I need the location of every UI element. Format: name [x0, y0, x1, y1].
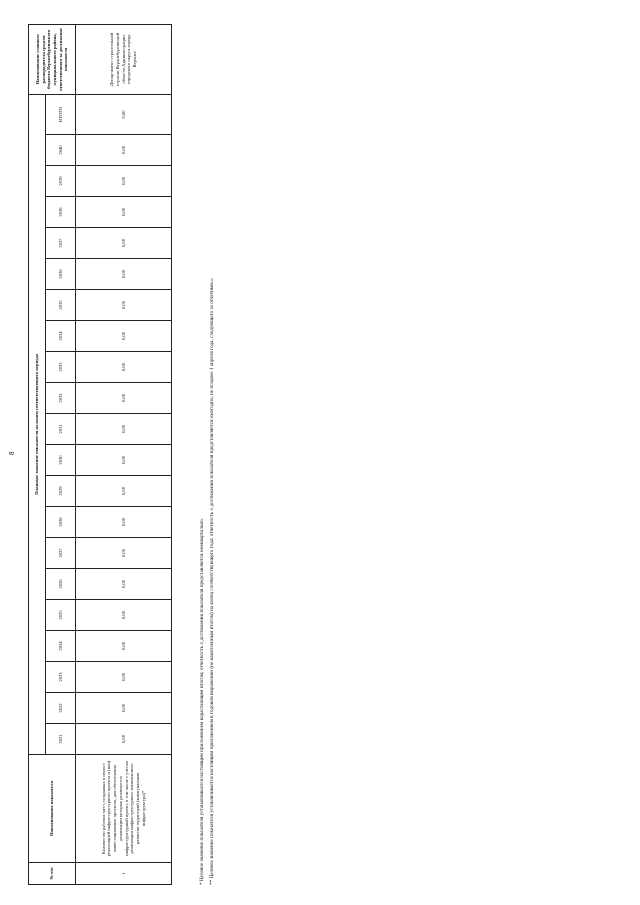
indicator-name: Количество рабочих мест, созданных в связи с реализацией инфраструктурного проекта и (или) инвестиционных проектов, для обеспечения реализации которых реализуется инфраструктурный проект, в том числе с учетом реализации инфраструктурного комплексного развития территорий (коммунальная инфраструктура)*: [76, 755, 172, 863]
value-cell: 0,00: [76, 693, 172, 724]
value-cell: 0,00: [76, 259, 172, 290]
col-responsible-header: Наименование главного распорядителя средств бюджета Верхнебуреинского муниципального района, ответственного за достижение показателя: [29, 24, 76, 94]
value-cell: 0,00: [76, 321, 172, 352]
footnote: * Целевое значение показателя устанавливается настоящим приложением нарастающим итогом; отчетность о достижении показателя представляется ежеквартально.: [199, 517, 205, 885]
year-header: 2030: [46, 445, 76, 476]
year-header: 2039: [46, 166, 76, 197]
value-cell: 0,00: [76, 569, 172, 600]
value-cell: 0,00: [76, 135, 172, 166]
value-cell: 0,00: [76, 631, 172, 662]
responsible-cell: Департамент строительной отрасли Верхнебуреинской области Администрации городского округа города Верхнее: [76, 24, 172, 94]
year-header: 2026: [46, 569, 76, 600]
value-cell: 0,00: [76, 352, 172, 383]
year-header: 2024: [46, 631, 76, 662]
col-plan-header: Плановое значение показателя на конец соответствующего периода: [29, 94, 46, 754]
year-header: 2035: [46, 290, 76, 321]
value-cell: 0,00: [76, 662, 172, 693]
total-cell: 0,00: [76, 94, 172, 134]
year-header: 2023: [46, 662, 76, 693]
year-header: 2033: [46, 352, 76, 383]
year-header: 2025: [46, 600, 76, 631]
year-header: 2029: [46, 476, 76, 507]
indicator-table: [28, 24, 172, 885]
year-header: 2034: [46, 321, 76, 352]
year-header: 2028: [46, 507, 76, 538]
year-header: 2038: [46, 197, 76, 228]
row-number: 1: [76, 863, 172, 885]
value-cell: 0,00: [76, 476, 172, 507]
value-cell: 0,00: [76, 724, 172, 755]
value-cell: 0,00: [76, 166, 172, 197]
table-row: [76, 24, 172, 884]
year-header: 2040: [46, 135, 76, 166]
value-cell: 0,00: [76, 197, 172, 228]
year-header: 2036: [46, 259, 76, 290]
col-no-header: № п/п: [29, 863, 76, 885]
value-cell: 0,00: [76, 507, 172, 538]
year-header: 2022: [46, 693, 76, 724]
table-header-row-1: [29, 24, 46, 884]
col-indicator-header: Наименование показателя: [29, 755, 76, 863]
value-cell: 0,00: [76, 445, 172, 476]
footnotes: [198, 25, 218, 885]
year-header: 2037: [46, 228, 76, 259]
value-cell: 0,00: [76, 538, 172, 569]
total-header: ИТОГО: [46, 94, 76, 134]
year-header: 2032: [46, 383, 76, 414]
value-cell: 0,00: [76, 228, 172, 259]
value-cell: 0,00: [76, 414, 172, 445]
footnote: ** Целевое значение показателя устанавливается настоящим приложением в годовом выражении (не накопленным итогом) на конец соответствующего года; отчетность о достижении показателя представляется ежегодно, не позднее 1 апреля года, следующего за отчетным.».: [209, 277, 216, 885]
year-header: 2027: [46, 538, 76, 569]
year-header: 2031: [46, 414, 76, 445]
year-header: 2021: [46, 724, 76, 755]
value-cell: 0,00: [76, 383, 172, 414]
page-number: 8: [8, 451, 16, 455]
value-cell: 0,00: [76, 290, 172, 321]
value-cell: 0,00: [76, 600, 172, 631]
